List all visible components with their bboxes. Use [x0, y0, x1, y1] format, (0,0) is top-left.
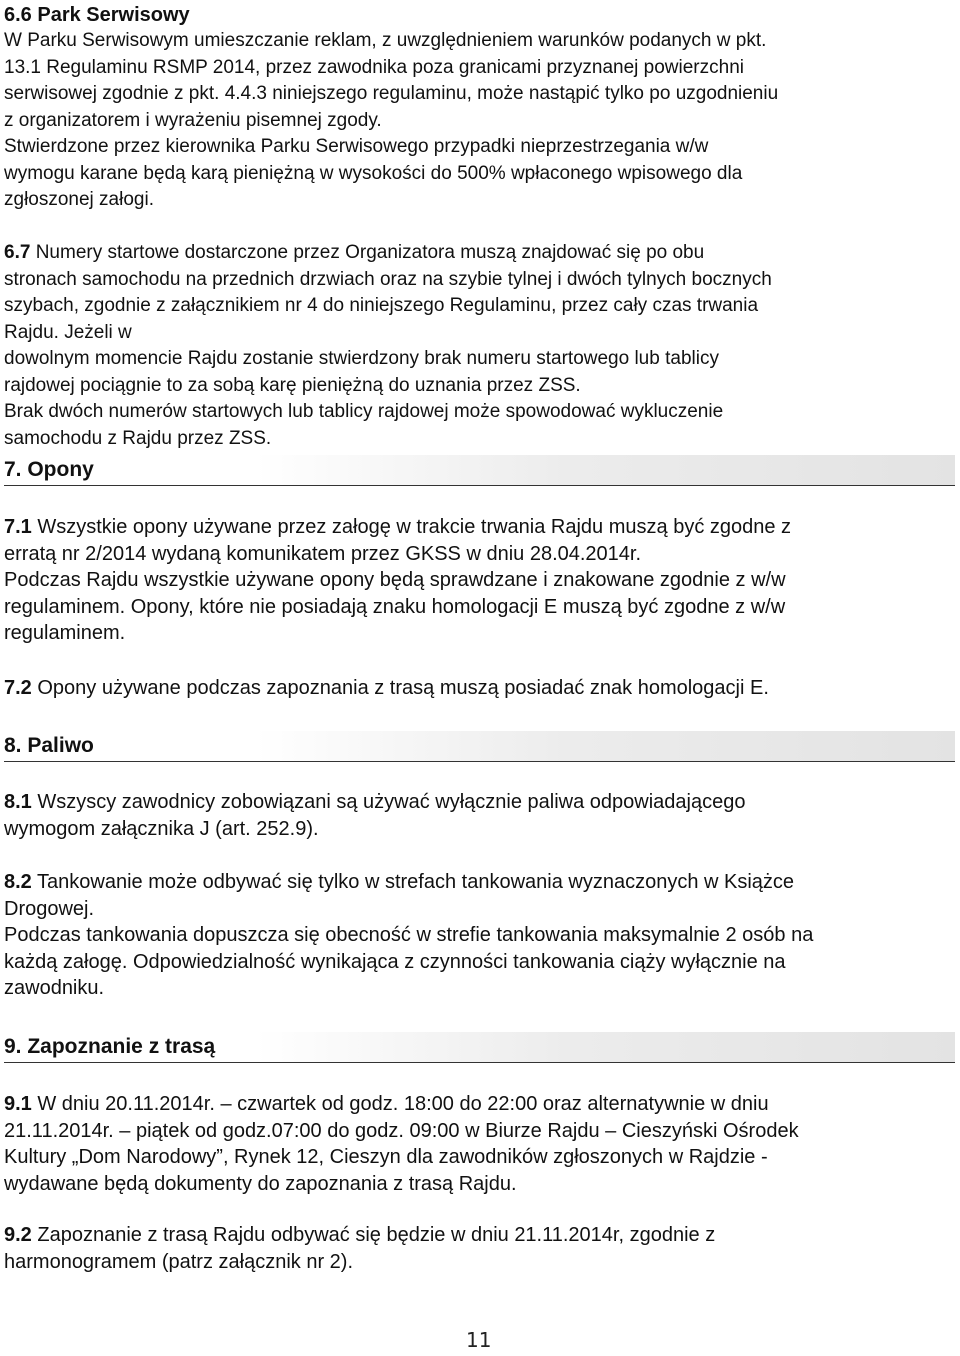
- text-line: Stwierdzone przez kierownika Parku Serwisowego przypadki nieprzestrzegania w/w: [4, 136, 709, 157]
- text-line: Drogowej.: [4, 897, 95, 920]
- text-line: regulaminem. Opony, które nie posiadają znaku homologacji E muszą być zgodne z w/w: [4, 595, 786, 618]
- text-line: zgłoszonej załogi.: [4, 189, 154, 210]
- page-number: 11: [466, 1328, 492, 1352]
- clause-text: Tankowanie może odbywać się tylko w strefach tankowania wyznaczonych w Książce: [31, 871, 795, 893]
- section-6-7: [4, 240, 956, 452]
- clause-8-1: [4, 789, 956, 842]
- section-title: 9. Zapoznanie z trasą: [4, 1035, 216, 1058]
- section-header-8: [4, 731, 955, 762]
- section-heading: 6.6 Park Serwisowy: [4, 4, 190, 26]
- clause-text: Wszyscy zawodnicy zobowiązani są używać wyłącznie paliwa odpowiadającego: [31, 791, 746, 813]
- clause-text: Opony używane podczas zapoznania z trasą muszą posiadać znak homologacji E.: [31, 677, 769, 699]
- section-header-9: [4, 1032, 955, 1063]
- paragraph: [4, 28, 956, 214]
- text-line: Kultury „Dom Narodowy”, Rynek 12, Cieszyn dla zawodników zgłoszonych w Rajdzie -: [4, 1146, 768, 1168]
- text-line: regulaminem.: [4, 622, 126, 644]
- clause-text: Numery startowe dostarczone przez Organizatora muszą znajdować się po obu: [30, 242, 705, 263]
- text-line: [4, 240, 956, 267]
- text-line: szybach, zgodnie z załącznikiem nr 4 do niniejszego Regulaminu, przez cały czas trwania: [4, 295, 759, 316]
- text-line: rajdowej pociągnie to za sobą karę pieniężną do uznania przez ZSS.: [4, 374, 581, 396]
- text-line: dowolnym momencie Rajdu zostanie stwierdzony brak numeru startowego lub tablicy: [4, 348, 719, 369]
- text-line: stronach samochodu na przednich drzwiach oraz na szybie tylnej i dwóch tylnych bocznych: [4, 268, 772, 290]
- header-shading: [255, 1032, 955, 1062]
- clause-text: W dniu 20.11.2014r. – czwartek od godz. 18:00 do 22:00 oraz alternatywnie w dniu: [31, 1093, 769, 1115]
- clause-number: 7.2: [4, 677, 32, 699]
- text-line: [4, 789, 956, 816]
- clause-number: 9.2: [4, 1224, 32, 1246]
- text-line: zawodniku.: [4, 977, 105, 999]
- clause-number: 7.1: [4, 516, 32, 538]
- text-line: erratą nr 2/2014 wydaną komunikatem przez GKSS w dniu 28.04.2014r.: [4, 542, 642, 565]
- text-line: z organizatorem i wyrażeniu pisemnej zgody.: [4, 109, 382, 131]
- text-line: [4, 869, 956, 896]
- text-line: wymogu karane będą karą pieniężną w wysokości do 500% wpłaconego wpisowego dla: [4, 162, 743, 184]
- clause-9-2: [4, 1222, 956, 1275]
- header-shading: [255, 455, 955, 485]
- text-line: Podczas tankowania dopuszcza się obecność w strefie tankowania maksymalnie 2 osób na: [4, 924, 814, 946]
- section-title: 8. Paliwo: [4, 734, 94, 757]
- text-line: 21.11.2014r. – piątek od godz.07:00 do godz. 09:00 w Biurze Rajdu – Cieszyński Ośrodek: [4, 1119, 799, 1142]
- text-line: samochodu z Rajdu przez ZSS.: [4, 427, 272, 449]
- clause-7-1: [4, 514, 956, 647]
- text-line: [4, 1091, 956, 1118]
- section-header-7: [4, 455, 955, 486]
- text-line: harmonogramem (patrz załącznik nr 2).: [4, 1250, 354, 1273]
- text-line: Rajdu. Jeżeli w: [4, 321, 132, 343]
- section-title: 7. Opony: [4, 458, 94, 481]
- text-line: Brak dwóch numerów startowych lub tablicy rajdowej może spowodować wykluczenie: [4, 401, 724, 422]
- clause-number: 6.7: [4, 242, 31, 263]
- clause-text: Zapoznanie z trasą Rajdu odbywać się będzie w dniu 21.11.2014r, zgodnie z: [31, 1224, 716, 1246]
- clause-number: 9.1: [4, 1093, 32, 1115]
- text-line: 13.1 Regulaminu RSMP 2014, przez zawodnika poza granicami przyznanej powierzchni: [4, 56, 744, 78]
- header-shading: [255, 731, 955, 761]
- text-line: wydawane będą dokumenty do zapoznania z trasą Rajdu.: [4, 1172, 517, 1195]
- text-line: każdą załogę. Odpowiedzialność wynikająca z czynności tankowania ciąży wyłącznie na: [4, 950, 786, 973]
- clause-9-1: [4, 1091, 956, 1197]
- text-line: [4, 675, 956, 702]
- text-line: wymogom załącznika J (art. 252.9).: [4, 817, 319, 840]
- clause-7-2: [4, 675, 956, 702]
- text-line: serwisowej zgodnie z pkt. 4.4.3 niniejszego regulaminu, może nastąpić tylko po uzgodnieniu: [4, 83, 779, 104]
- clause-number: 8.2: [4, 871, 32, 893]
- clause-number: 8.1: [4, 791, 32, 813]
- clause-8-2: [4, 869, 956, 1002]
- text-line: [4, 514, 956, 541]
- text-line: [4, 1222, 956, 1249]
- clause-text: Wszystkie opony używane przez załogę w trakcie trwania Rajdu muszą być zgodne z: [31, 516, 792, 538]
- text-line: W Parku Serwisowym umieszczanie reklam, z uwzględnieniem warunków podanych w pkt.: [4, 30, 767, 51]
- text-line: Podczas Rajdu wszystkie używane opony będą sprawdzane i znakowane zgodnie z w/w: [4, 569, 786, 591]
- section-6-6: [4, 2, 956, 214]
